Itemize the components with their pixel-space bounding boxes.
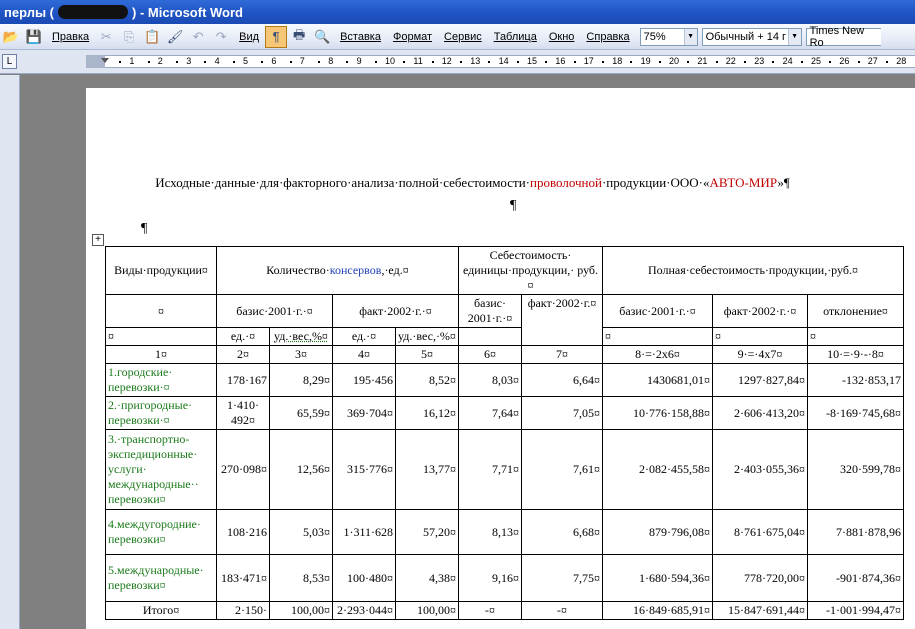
- ruler-tick-label: 6: [271, 56, 277, 66]
- undo-icon[interactable]: ↶: [192, 28, 204, 44]
- table-cell: 8,03¤: [459, 364, 522, 397]
- menu-insert[interactable]: Вставка: [340, 30, 381, 43]
- ruler-tick-mark: [346, 61, 348, 63]
- table-cell: -8·169·745,68¤: [808, 397, 904, 430]
- table-cell: 879·796,08¤: [603, 510, 713, 555]
- ruler-tick-label: 16: [555, 56, 566, 66]
- format-painter-icon[interactable]: 🖌: [166, 28, 184, 44]
- table-move-handle-icon[interactable]: +: [92, 234, 104, 246]
- header-text: ,·ед.¤: [381, 263, 409, 277]
- ruler-tick-mark: [772, 61, 774, 63]
- document-title: [58, 175, 887, 191]
- header-cell: уд.·вес,·%¤: [396, 328, 459, 346]
- table-cell: 12,56¤: [270, 430, 333, 510]
- paragraph-mark: ¶: [141, 221, 148, 236]
- table-cell: -¤: [459, 602, 522, 620]
- table-cell: 178·167: [217, 364, 270, 397]
- header-cell: ¤: [603, 328, 713, 346]
- table-cell: 5,03¤: [270, 510, 333, 555]
- title-text-red-1: проволочной: [530, 175, 602, 190]
- row-label: 4.междугородние· перевозки¤: [106, 510, 217, 555]
- header-cell: ¤: [106, 295, 217, 328]
- table-cell: -132·853,17: [808, 364, 904, 397]
- window-title-prefix: перлы (: [4, 4, 55, 20]
- number-cell: 9·=·4х7¤: [713, 346, 808, 364]
- header-cell: базис· 2001·г.·¤: [459, 295, 522, 328]
- table-row: [106, 430, 904, 510]
- table-cell: 57,20¤: [396, 510, 459, 555]
- row-label: 5.международные· перевозки¤: [106, 555, 217, 602]
- table-cell: 2·403·055,36¤: [713, 430, 808, 510]
- table-cell: 10·776·158,88¤: [603, 397, 713, 430]
- ruler-tick-mark: [148, 61, 150, 63]
- table-cell: 2·082·455,58¤: [603, 430, 713, 510]
- style-combo[interactable]: [702, 28, 802, 46]
- table-cell: 369·704¤: [333, 397, 396, 430]
- table-cell: 100,00¤: [396, 602, 459, 620]
- tab-selector-icon[interactable]: L: [2, 54, 17, 69]
- font-value: Times New Ro: [809, 24, 865, 49]
- ruler-tick-mark: [460, 61, 462, 63]
- table-header-row: [106, 247, 904, 295]
- ruler-tick-mark: [744, 61, 746, 63]
- print-icon[interactable]: 🖶: [292, 26, 306, 42]
- table-cell: 1430681,01¤: [603, 364, 713, 397]
- chevron-down-icon[interactable]: ▼: [684, 29, 697, 45]
- ruler-tick-label: 20: [669, 56, 680, 66]
- ruler-tick-label: 24: [782, 56, 793, 66]
- save-icon[interactable]: 💾: [25, 28, 43, 44]
- table-cell: 8,13¤: [459, 510, 522, 555]
- table-cell: 8,52¤: [396, 364, 459, 397]
- table-cell: 16,12¤: [396, 397, 459, 430]
- ruler-tick-label: 26: [839, 56, 850, 66]
- ruler-tick-label: 8: [328, 56, 334, 66]
- ruler-tick-label: 14: [498, 56, 509, 66]
- header-cell: [459, 328, 522, 346]
- ruler-tick-mark: [119, 61, 121, 63]
- table-cell: 4,38¤: [396, 555, 459, 602]
- ruler-tick-label: 17: [583, 56, 594, 66]
- table-cell: -1·001·994,47¤: [808, 602, 904, 620]
- header-cell: ¤: [713, 328, 808, 346]
- table-cell: 15·847·691,44¤: [713, 602, 808, 620]
- table-cell: 2·606·413,20¤: [713, 397, 808, 430]
- ruler-tick-mark: [574, 61, 576, 63]
- row-label: 1.городские· перевозки·¤: [106, 364, 217, 397]
- table-cell: 7·881·878,96: [808, 510, 904, 555]
- chevron-down-icon[interactable]: ▼: [788, 29, 801, 45]
- header-cell: ¤: [106, 328, 217, 346]
- number-cell: 7¤: [522, 346, 603, 364]
- table-unit-row: [106, 328, 904, 346]
- zoom-value: 75%: [643, 30, 666, 43]
- ruler-tick-mark: [659, 61, 661, 63]
- table-cell: 1·311·628: [333, 510, 396, 555]
- table-row: [106, 364, 904, 397]
- number-cell: 2¤: [217, 346, 270, 364]
- table-cell: 183·471¤: [217, 555, 270, 602]
- header-text-blue: консервов: [329, 263, 382, 277]
- ruler-tick-label: 11: [413, 56, 423, 66]
- header-cell: Себестоимость· единицы·продукции,· руб.¤: [459, 247, 603, 295]
- ruler-tick-mark: [403, 61, 405, 63]
- menu-toolbar: [0, 24, 915, 50]
- menu-format[interactable]: Формат: [392, 30, 433, 43]
- table-cell: 270·098¤: [217, 430, 270, 510]
- header-text: уд.·вес,%¤: [274, 329, 328, 343]
- ruler-tick-mark: [233, 61, 235, 63]
- header-cell: факт·2002·г.·¤: [333, 295, 459, 328]
- ruler-tick-mark: [488, 61, 490, 63]
- redacted-filename: [58, 5, 128, 19]
- title-text-red-2: АВТО-МИР: [709, 175, 778, 190]
- header-cell: факт·2002·г.¤: [522, 295, 603, 346]
- paragraph-mark: ¶: [510, 198, 517, 213]
- table-cell: 7,64¤: [459, 397, 522, 430]
- show-formatting-icon[interactable]: ¶: [265, 26, 287, 48]
- header-cell: ед.·¤: [333, 328, 396, 346]
- table-cell: 108·216: [217, 510, 270, 555]
- ruler-tick-label: 15: [527, 56, 538, 66]
- ruler-tick-label: 9: [356, 56, 362, 66]
- document-page[interactable]: [86, 88, 915, 629]
- table-cell: 13,77¤: [396, 430, 459, 510]
- table-cell: 2·150·: [217, 602, 270, 620]
- table-cell: 1297·827,84¤: [713, 364, 808, 397]
- number-cell: 5¤: [396, 346, 459, 364]
- header-cell: базис·2001·г.·¤: [217, 295, 333, 328]
- header-cell: отклонение¤: [808, 295, 904, 328]
- title-text-2: ·продукции·ООО·«: [601, 175, 710, 190]
- number-cell: 8·=·2х6¤: [603, 346, 713, 364]
- table-row: [106, 555, 904, 602]
- table-cell: 65,59¤: [270, 397, 333, 430]
- table-row: [106, 510, 904, 555]
- ruler-tick-label: 3: [186, 56, 192, 66]
- ruler-tick-label: 27: [867, 56, 878, 66]
- table-cell: 8,53¤: [270, 555, 333, 602]
- ruler-tick-mark: [176, 61, 178, 63]
- ruler-tick-label: 2: [157, 56, 163, 66]
- paste-icon[interactable]: 📋: [144, 28, 161, 44]
- table-cell: 8·761·675,04¤: [713, 510, 808, 555]
- table-cell: 9,16¤: [459, 555, 522, 602]
- menu-table[interactable]: Таблица: [493, 30, 537, 43]
- table-cell: 6,64¤: [522, 364, 603, 397]
- table-cell: 7,05¤: [522, 397, 603, 430]
- header-cell: [270, 328, 333, 346]
- cost-table[interactable]: [105, 246, 904, 620]
- ruler-tick-label: 4: [214, 56, 220, 66]
- header-cell: ед.·¤: [217, 328, 270, 346]
- first-line-indent-icon[interactable]: [101, 58, 109, 63]
- ruler-tick-label: 1: [129, 56, 135, 66]
- ruler-tick-label: 19: [640, 56, 651, 66]
- table-cell: 1·410· 492¤: [217, 397, 270, 430]
- ruler-tick-mark: [318, 61, 320, 63]
- ruler-tick-mark: [886, 61, 888, 63]
- window-title-suffix: ) - Microsoft Word: [132, 4, 243, 20]
- ruler-tick-label: 12: [441, 56, 452, 66]
- table-cell: 8,29¤: [270, 364, 333, 397]
- window-title-bar: [0, 0, 915, 24]
- header-cell: Полная·себестоимость·продукции,·руб.¤: [603, 247, 904, 295]
- menu-help[interactable]: Справка: [586, 30, 630, 43]
- number-cell: 3¤: [270, 346, 333, 364]
- open-folder-icon[interactable]: 📂: [2, 28, 20, 44]
- table-cell: -901·874,36¤: [808, 555, 904, 602]
- table-cell: 16·849·685,91¤: [603, 602, 713, 620]
- header-cell: [217, 247, 459, 295]
- ruler-tick-label: 22: [725, 56, 736, 66]
- table-cell: 7,71¤: [459, 430, 522, 510]
- number-cell: 6¤: [459, 346, 522, 364]
- ruler-tick-mark: [375, 61, 377, 63]
- print-preview-icon[interactable]: 🔍: [313, 28, 331, 44]
- style-value: Обычный + 14 г: [705, 30, 787, 43]
- ruler-tick-label: 13: [470, 56, 481, 66]
- font-combo[interactable]: [806, 24, 881, 49]
- header-cell: Виды·продукции¤: [106, 247, 217, 295]
- menu-tools[interactable]: Сервис: [444, 30, 482, 43]
- ruler-tick-mark: [687, 61, 689, 63]
- header-cell: ¤: [808, 328, 904, 346]
- table-number-row: [106, 346, 904, 364]
- ruler-tick-mark: [829, 61, 831, 63]
- ruler-tick-mark: [261, 61, 263, 63]
- table-cell: 778·720,00¤: [713, 555, 808, 602]
- header-cell: базис·2001·г.·¤: [603, 295, 713, 328]
- header-text: Количество·: [266, 263, 330, 277]
- ruler-tick-label: 10: [385, 56, 396, 66]
- ruler-tick-label: 18: [612, 56, 623, 66]
- ruler-tick-label: 21: [697, 56, 708, 66]
- number-cell: 4¤: [333, 346, 396, 364]
- ruler-tick-mark: [432, 61, 434, 63]
- header-cell: факт·2002·г.·¤: [713, 295, 808, 328]
- title-text-1: Исходные·данные·для·факторного·анализа·полной·себестоимости·: [155, 175, 530, 190]
- table-cell: 6,68¤: [522, 510, 603, 555]
- ruler-tick-mark: [858, 61, 860, 63]
- zoom-combo[interactable]: [640, 28, 698, 46]
- ruler-tick-mark: [517, 61, 519, 63]
- table-cell: 320·599,78¤: [808, 430, 904, 510]
- ruler-tick-label: 7: [299, 56, 305, 66]
- table-cell: 315·776¤: [333, 430, 396, 510]
- table-cell: 100·480¤: [333, 555, 396, 602]
- ruler-tick-mark: [630, 61, 632, 63]
- ruler-tick-mark: [204, 61, 206, 63]
- table-subheader-row: [106, 295, 904, 328]
- table-total-row: [106, 602, 904, 620]
- table-cell: -¤: [522, 602, 603, 620]
- table-cell: 7,61¤: [522, 430, 603, 510]
- number-cell: 1¤: [106, 346, 217, 364]
- ruler-tick-mark: [545, 61, 547, 63]
- ruler-tick-label: 25: [811, 56, 822, 66]
- row-label: 2.·пригородные· перевозки·¤: [106, 397, 217, 430]
- row-label: 3.·транспортно-экспедиционные· услуги· международные·· перевозки¤: [106, 430, 217, 510]
- ruler-tick-label: 23: [754, 56, 765, 66]
- menu-window[interactable]: Окно: [548, 30, 575, 43]
- ruler-tick-mark: [716, 61, 718, 63]
- table-cell: 2·293·044¤: [333, 602, 396, 620]
- ruler-tick-label: 5: [243, 56, 249, 66]
- table-cell: 7,75¤: [522, 555, 603, 602]
- number-cell: 10·=·9·-·8¤: [808, 346, 904, 364]
- ruler-tick-label: 28: [896, 56, 907, 66]
- table-row: [106, 397, 904, 430]
- horizontal-ruler[interactable]: [0, 50, 915, 74]
- redo-icon[interactable]: ↷: [215, 28, 227, 44]
- total-label: Итого¤: [106, 602, 217, 620]
- table-cell: 1·680·594,36¤: [603, 555, 713, 602]
- table-cell: 195·456: [333, 364, 396, 397]
- menu-view[interactable]: Вид: [239, 30, 260, 43]
- ruler-tick-mark: [801, 61, 803, 63]
- cut-icon[interactable]: ✂: [100, 28, 112, 44]
- ruler-tick-mark: [602, 61, 604, 63]
- table-cell: 100,00¤: [270, 602, 333, 620]
- menu-edit[interactable]: Правка: [52, 30, 90, 43]
- copy-icon[interactable]: ⎘: [123, 28, 135, 44]
- ruler-scale[interactable]: [105, 55, 915, 68]
- vertical-ruler[interactable]: [0, 75, 20, 629]
- title-text-3: »¶: [777, 175, 790, 190]
- ruler-tick-mark: [290, 61, 292, 63]
